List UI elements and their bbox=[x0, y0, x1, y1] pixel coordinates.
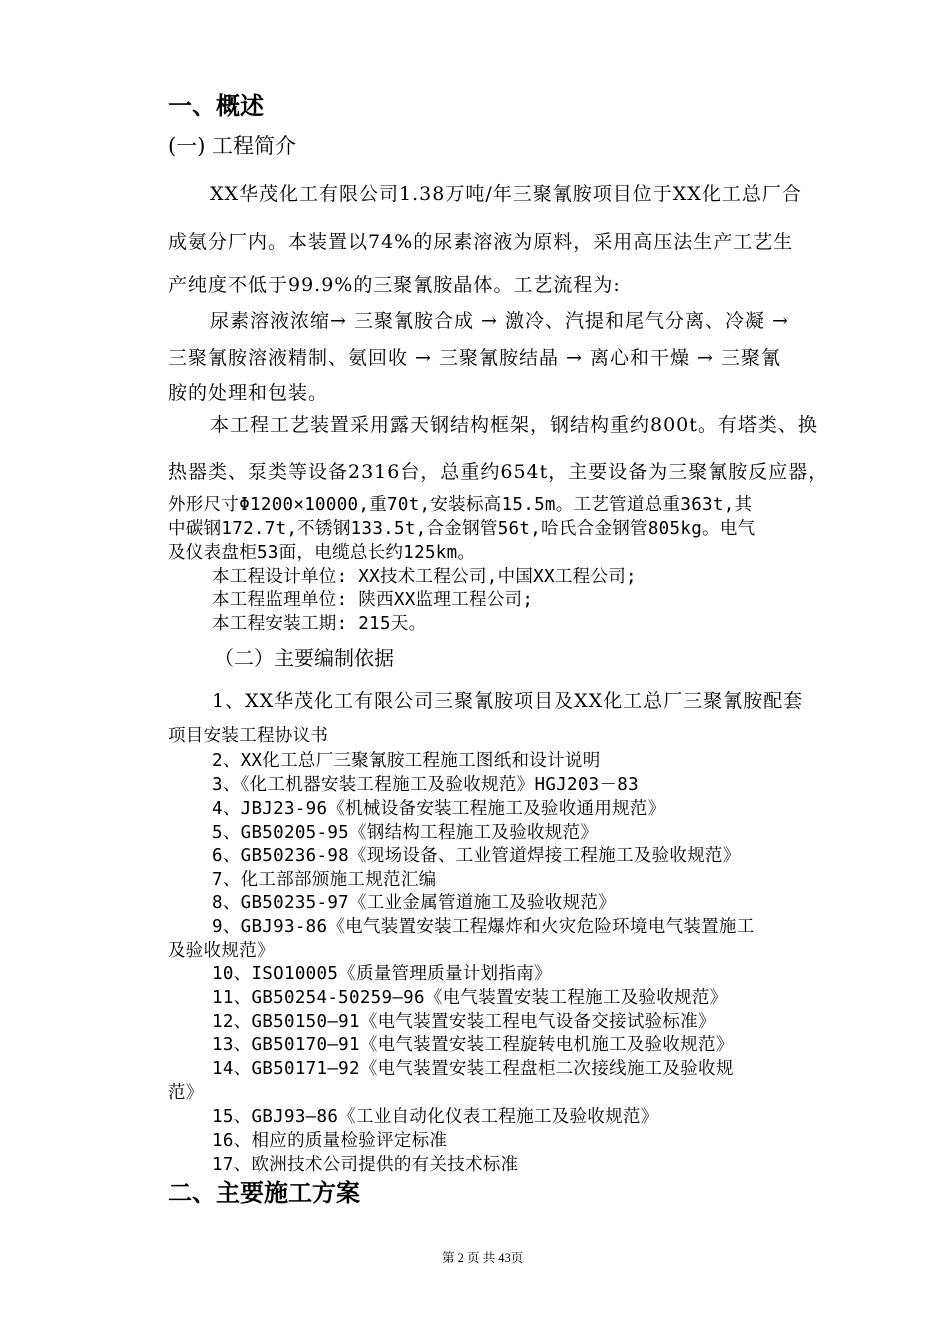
basis-item: 9、GBJ93-86《电气装置安装工程爆炸和火灾危险环境电气装置施工 bbox=[212, 917, 755, 937]
paragraph-line: 中碳钢172.7t,不锈钢133.5t,合金钢管56t,哈氏合金钢管805kg。电气 bbox=[168, 519, 756, 539]
paragraph-line: 外形尺寸Φ1200×10000,重70t,安装标高15.5m。工艺管道总重363t,其 bbox=[168, 495, 753, 515]
paragraph-line: 本工程工艺装置采用露天钢结构框架，钢结构重约800t。有塔类、换 bbox=[210, 414, 818, 436]
paragraph-line: 成氨分厂内。本装置以74%的尿素溶液为原料，采用高压法生产工艺生 bbox=[168, 231, 794, 253]
basis-item: 15、GBJ93—86《工业自动化仪表工程施工及验收规范》 bbox=[212, 1107, 659, 1127]
construction-period-line: 本工程安装工期: 215天。 bbox=[212, 614, 427, 634]
basis-item: 2、XX化工总厂三聚氰胺工程施工图纸和设计说明 bbox=[212, 751, 601, 771]
basis-item: 13、GB50170—91《电气装置安装工程旋转电机施工及验收规范》 bbox=[212, 1035, 734, 1055]
paragraph-line: XX华茂化工有限公司1.38万吨/年三聚氰胺项目位于XX化工总厂合 bbox=[210, 183, 802, 205]
basis-item: 11、GB50254-50259—96《电气装置安装工程施工及验收规范》 bbox=[212, 988, 728, 1008]
basis-item: 8、GB50235-97《工业金属管道施工及验收规范》 bbox=[212, 893, 616, 913]
basis-item: 项目安装工程协议书 bbox=[168, 726, 329, 746]
basis-item: 7、化工部部颁施工规范汇编 bbox=[212, 870, 437, 890]
basis-item: 17、欧洲技术公司提供的有关技术标准 bbox=[212, 1155, 519, 1175]
basis-item: 6、GB50236-98《现场设备、工业管道焊接工程施工及验收规范》 bbox=[212, 846, 741, 866]
process-flow-line: 三聚氰胺溶液精制、氨回收 → 三聚氰胺结晶 → 离心和干燥 → 三聚氰 bbox=[168, 347, 781, 369]
paragraph-line: 热器类、泵类等设备2316台，总重约654t，主要设备为三聚氰胺反应器， bbox=[168, 461, 829, 483]
paragraph-line: 产纯度不低于99.9%的三聚氰胺晶体。工艺流程为: bbox=[168, 274, 621, 296]
basis-item: 14、GB50171—92《电气装置安装工程盘柜二次接线施工及验收规 bbox=[212, 1059, 734, 1079]
subsection-heading: (一) 工程简介 bbox=[168, 134, 297, 158]
basis-item: 16、相应的质量检验评定标准 bbox=[212, 1131, 448, 1151]
design-unit-line: 本工程设计单位: XX技术工程公司,中国XX工程公司; bbox=[212, 567, 637, 587]
basis-item: 5、GB50205-95《钢结构工程施工及验收规范》 bbox=[212, 823, 599, 843]
subsection-heading: （二）主要编制依据 bbox=[214, 646, 394, 670]
process-flow-line: 尿素溶液浓缩→ 三聚氰胺合成 → 激冷、汽提和尾气分离、冷凝 → bbox=[210, 310, 789, 332]
supervision-unit-line: 本工程监理单位: 陕西XX监理工程公司; bbox=[212, 590, 534, 610]
basis-item: 10、ISO10005《质量管理质量计划指南》 bbox=[212, 964, 552, 984]
basis-item: 范》 bbox=[168, 1083, 204, 1103]
page-number-footer: 第 2 页 共 43页 bbox=[442, 1251, 524, 1265]
basis-item: 及验收规范》 bbox=[168, 941, 275, 961]
process-flow-line: 胺的处理和包装。 bbox=[168, 382, 329, 404]
basis-item: 12、GB50150—91《电气装置安装工程电气设备交接试验标准》 bbox=[212, 1012, 716, 1032]
paragraph-line: 及仪表盘柜53面，电缆总长约125km。 bbox=[168, 543, 476, 563]
basis-item: 1、XX华茂化工有限公司三聚氰胺项目及XX化工总厂三聚氰胺配套 bbox=[212, 690, 804, 712]
basis-item: 4、JBJ23-96《机械设备安装工程施工及验收通用规范》 bbox=[212, 799, 666, 819]
basis-item: 3、《化工机器安装工程施工及验收规范》HGJ203－83 bbox=[212, 775, 639, 795]
section-heading: 一、概述 bbox=[168, 91, 264, 120]
section-heading: 二、主要施工方案 bbox=[168, 1178, 360, 1207]
